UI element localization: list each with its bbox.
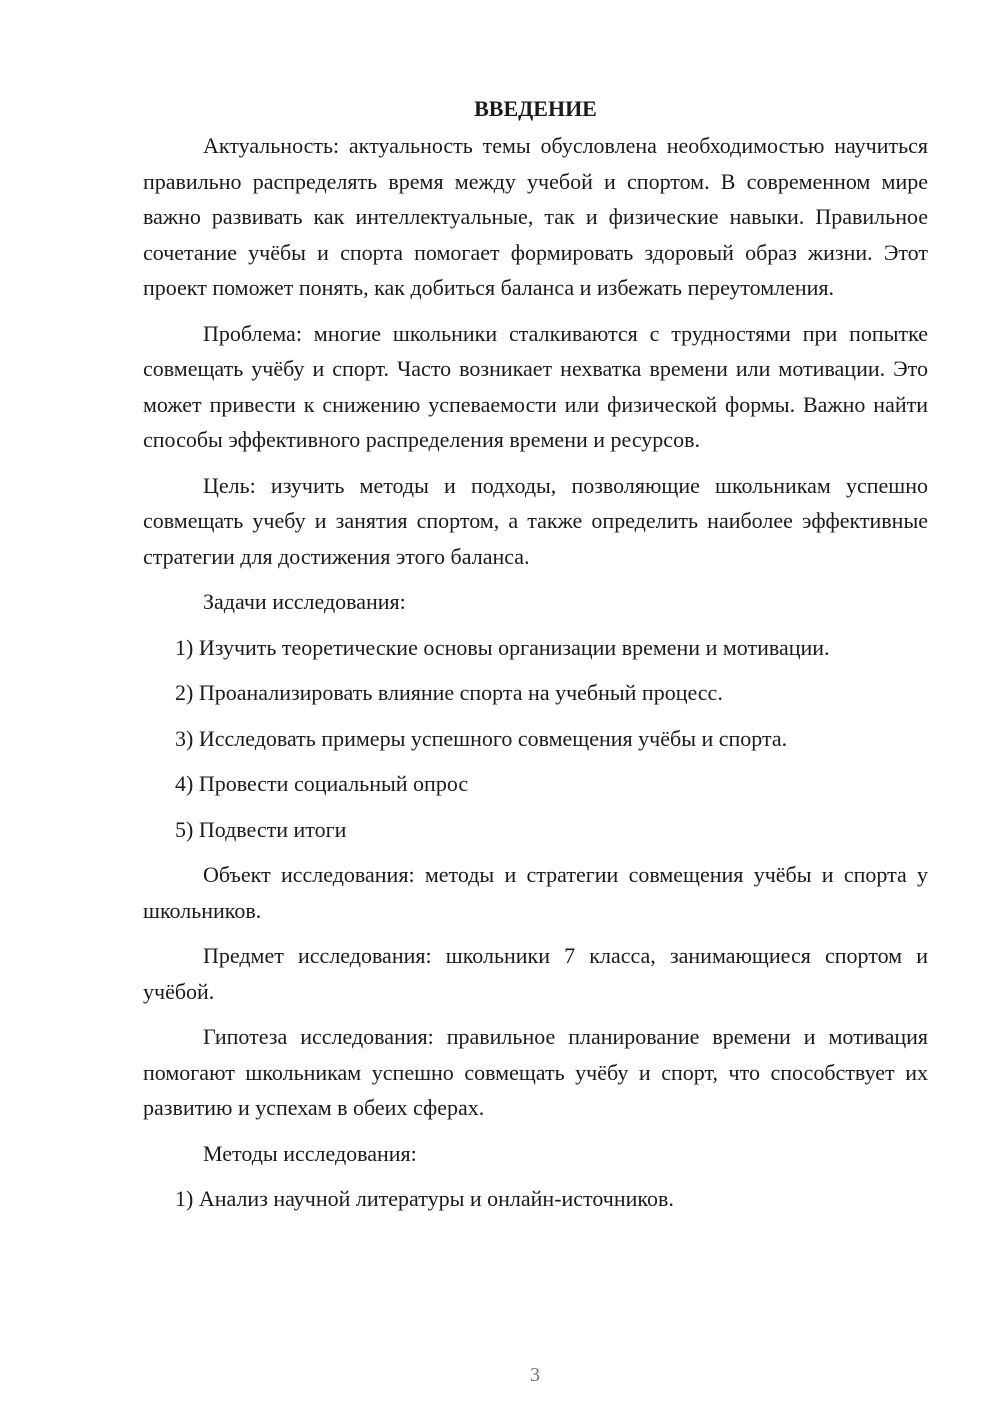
paragraph-subject: Предмет исследования: школьники 7 класса, занимающиеся спортом и учёбой. [143, 943, 928, 1004]
tasks-heading: Задачи исследования: [203, 589, 406, 614]
paragraph-goal: Цель: изучить методы и подходы, позволяющие школьникам успешно совмещать учебу и занятия спортом, а также определить наиболее эффективные стратегии для достижения этого баланса. [143, 472, 928, 569]
page-title: ВВЕДЕНИЕ [474, 96, 597, 121]
paragraph-relevance: Актуальность: актуальность темы обусловлена необходимостью научиться правильно распределять время между учебой и спортом. В современном мире важно развивать как интеллектуальные, так и физические навыки. Правильное сочетание учёбы и спорта помогает формировать здоровый образ жизни. Этот проект поможет понять, как добиться баланса и избежать переутомления. [143, 133, 928, 300]
paragraph-object: Объект исследования: методы и стратегии совмещения учёбы и спорта у школьников. [143, 862, 928, 923]
list-item-task-4: 4) Провести социальный опрос [175, 771, 469, 796]
list-item-task-1: 1) Изучить теоретические основы организации времени и мотивации. [175, 634, 830, 660]
paragraph-problem: Проблема: многие школьники сталкиваются с трудностями при попытке совмещать учёбу и спорт. Часто возникает нехватка времени или мотивации. Это может привести к снижению успеваемости или физической формы. Важно найти способы эффективного распределения времени и ресурсов. [143, 320, 928, 452]
document-page [143, 94, 928, 1227]
methods-heading: Методы исследования: [203, 1140, 417, 1166]
paragraph-hypothesis: Гипотеза исследования: правильное планирование времени и мотивация помогают школьникам успешно совмещать учёбу и спорт, что способствует их развитию и успехам в обеих сферах. [143, 1024, 928, 1120]
list-item-task-3: 3) Исследовать примеры успешного совмещения учёбы и спорта. [175, 725, 788, 751]
list-item-method-1: 1) Анализ научной литературы и онлайн-источников. [175, 1186, 674, 1211]
page-number: 3 [530, 1364, 540, 1386]
list-item-task-2: 2) Проанализировать влияние спорта на учебный процесс. [175, 680, 723, 705]
list-item-task-5: 5) Подвести итоги [175, 816, 347, 842]
